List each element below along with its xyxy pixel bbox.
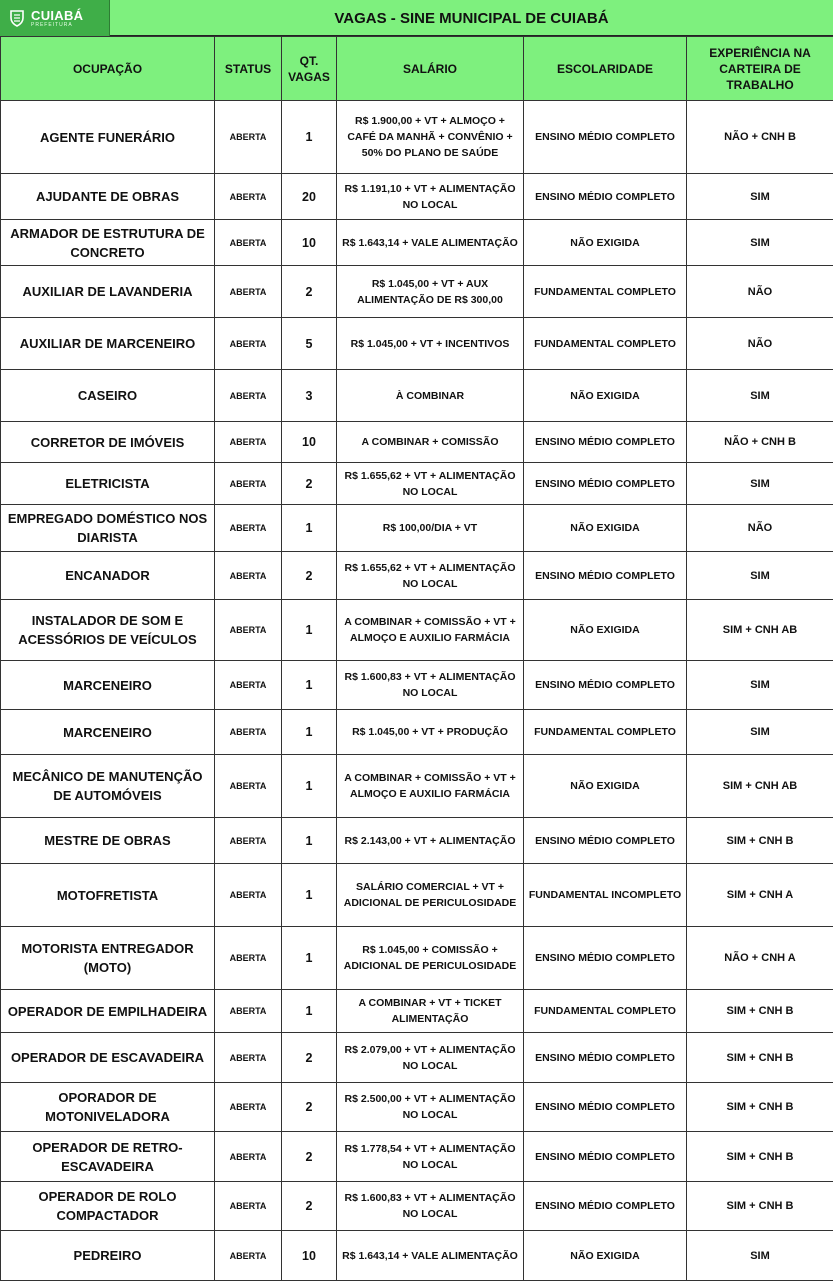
cell-salario: A COMBINAR + COMISSÃO: [337, 422, 524, 463]
cell-ocupacao: MESTRE DE OBRAS: [1, 818, 215, 864]
logo-subtitle: PREFEITURA: [31, 23, 83, 28]
cell-experiencia: SIM + CNH B: [687, 1083, 833, 1132]
table-row: [1, 101, 833, 174]
cell-experiencia: SIM: [687, 710, 833, 755]
cell-ocupacao: EMPREGADO DOMÉSTICO NOS DIARISTA: [1, 505, 215, 552]
cell-ocupacao: CORRETOR DE IMÓVEIS: [1, 422, 215, 463]
cell-experiencia: NÃO + CNH B: [687, 101, 833, 174]
cell-qt-vagas: 1: [282, 661, 337, 710]
cell-experiencia: SIM: [687, 1231, 833, 1281]
cell-status: ABERTA: [215, 101, 282, 174]
cell-status: ABERTA: [215, 174, 282, 220]
cell-escolaridade: NÃO EXIGIDA: [524, 1231, 687, 1281]
cell-experiencia: SIM + CNH AB: [687, 600, 833, 661]
cell-experiencia: SIM + CNH B: [687, 990, 833, 1033]
cell-ocupacao: MECÂNICO DE MANUTENÇÃO DE AUTOMÓVEIS: [1, 755, 215, 818]
cell-qt-vagas: 3: [282, 370, 337, 422]
column-header-ocupacao: OCUPAÇÃO: [1, 37, 215, 101]
cell-status: ABERTA: [215, 710, 282, 755]
cell-status: ABERTA: [215, 927, 282, 990]
table-body: [1, 101, 833, 1281]
cell-ocupacao: ARMADOR DE ESTRUTURA DE CONCRETO: [1, 220, 215, 266]
cell-salario: SALÁRIO COMERCIAL + VT + ADICIONAL DE PERICULOSIDADE: [337, 864, 524, 927]
cell-status: ABERTA: [215, 1231, 282, 1281]
cell-qt-vagas: 1: [282, 505, 337, 552]
cell-salario: R$ 2.079,00 + VT + ALIMENTAÇÃO NO LOCAL: [337, 1033, 524, 1083]
cell-status: ABERTA: [215, 318, 282, 370]
table-row: [1, 318, 833, 370]
cell-salario: R$ 1.045,00 + VT + INCENTIVOS: [337, 318, 524, 370]
cell-salario: R$ 1.655,62 + VT + ALIMENTAÇÃO NO LOCAL: [337, 552, 524, 600]
cell-escolaridade: NÃO EXIGIDA: [524, 370, 687, 422]
cell-salario: R$ 1.600,83 + VT + ALIMENTAÇÃO NO LOCAL: [337, 661, 524, 710]
cell-escolaridade: FUNDAMENTAL INCOMPLETO: [524, 864, 687, 927]
table-row: [1, 1132, 833, 1182]
cell-ocupacao: MARCENEIRO: [1, 661, 215, 710]
cell-escolaridade: ENSINO MÉDIO COMPLETO: [524, 927, 687, 990]
cell-escolaridade: FUNDAMENTAL COMPLETO: [524, 266, 687, 318]
cell-qt-vagas: 10: [282, 220, 337, 266]
cell-qt-vagas: 2: [282, 1182, 337, 1231]
table-row: [1, 552, 833, 600]
cell-salario: R$ 1.643,14 + VALE ALIMENTAÇÃO: [337, 1231, 524, 1281]
cell-experiencia: NÃO + CNH A: [687, 927, 833, 990]
cell-salario: R$ 2.500,00 + VT + ALIMENTAÇÃO NO LOCAL: [337, 1083, 524, 1132]
table-row: [1, 990, 833, 1033]
cell-ocupacao: CASEIRO: [1, 370, 215, 422]
cell-experiencia: SIM + CNH AB: [687, 755, 833, 818]
cell-status: ABERTA: [215, 755, 282, 818]
table-row: [1, 927, 833, 990]
cell-experiencia: SIM: [687, 552, 833, 600]
cell-experiencia: NÃO: [687, 318, 833, 370]
cell-status: ABERTA: [215, 1083, 282, 1132]
cell-status: ABERTA: [215, 1033, 282, 1083]
cell-salario: R$ 1.778,54 + VT + ALIMENTAÇÃO NO LOCAL: [337, 1132, 524, 1182]
cell-status: ABERTA: [215, 422, 282, 463]
table-row: [1, 220, 833, 266]
cell-qt-vagas: 5: [282, 318, 337, 370]
cell-qt-vagas: 2: [282, 463, 337, 505]
cell-qt-vagas: 1: [282, 818, 337, 864]
table-row: [1, 818, 833, 864]
cell-escolaridade: NÃO EXIGIDA: [524, 220, 687, 266]
cell-qt-vagas: 1: [282, 990, 337, 1033]
cell-status: ABERTA: [215, 600, 282, 661]
cell-ocupacao: AUXILIAR DE MARCENEIRO: [1, 318, 215, 370]
cell-status: ABERTA: [215, 463, 282, 505]
cell-qt-vagas: 2: [282, 1083, 337, 1132]
cell-ocupacao: MOTORISTA ENTREGADOR (MOTO): [1, 927, 215, 990]
page-title: VAGAS - SINE MUNICIPAL DE CUIABÁ: [110, 0, 833, 36]
cell-salario: A COMBINAR + COMISSÃO + VT + ALMOÇO E AUXILIO FARMÁCIA: [337, 600, 524, 661]
cell-qt-vagas: 1: [282, 710, 337, 755]
cell-salario: A COMBINAR + COMISSÃO + VT + ALMOÇO E AUXILIO FARMÁCIA: [337, 755, 524, 818]
cell-salario: A COMBINAR + VT + TICKET ALIMENTAÇÃO: [337, 990, 524, 1033]
table-row: [1, 505, 833, 552]
table-row: [1, 266, 833, 318]
cell-qt-vagas: 1: [282, 600, 337, 661]
cell-salario: R$ 1.045,00 + COMISSÃO + ADICIONAL DE PERICULOSIDADE: [337, 927, 524, 990]
cell-ocupacao: AJUDANTE DE OBRAS: [1, 174, 215, 220]
column-header-status: STATUS: [215, 37, 282, 101]
cell-experiencia: NÃO: [687, 505, 833, 552]
cell-qt-vagas: 10: [282, 422, 337, 463]
cell-escolaridade: FUNDAMENTAL COMPLETO: [524, 318, 687, 370]
cell-experiencia: SIM + CNH A: [687, 864, 833, 927]
cell-salario: R$ 1.900,00 + VT + ALMOÇO + CAFÉ DA MANHÃ + CONVÊNIO + 50% DO PLANO DE SAÚDE: [337, 101, 524, 174]
cell-salario: R$ 2.143,00 + VT + ALIMENTAÇÃO: [337, 818, 524, 864]
cell-qt-vagas: 1: [282, 101, 337, 174]
cell-experiencia: SIM: [687, 661, 833, 710]
cell-status: ABERTA: [215, 552, 282, 600]
column-header-experiencia: EXPERIÊNCIA NA CARTEIRA DE TRABALHO: [687, 37, 833, 101]
cell-salario: R$ 1.655,62 + VT + ALIMENTAÇÃO NO LOCAL: [337, 463, 524, 505]
cell-escolaridade: ENSINO MÉDIO COMPLETO: [524, 174, 687, 220]
cell-status: ABERTA: [215, 1132, 282, 1182]
cell-experiencia: NÃO: [687, 266, 833, 318]
cell-escolaridade: ENSINO MÉDIO COMPLETO: [524, 552, 687, 600]
cell-qt-vagas: 1: [282, 755, 337, 818]
cell-qt-vagas: 10: [282, 1231, 337, 1281]
table-row: [1, 1033, 833, 1083]
cell-salario: R$ 1.643,14 + VALE ALIMENTAÇÃO: [337, 220, 524, 266]
cell-qt-vagas: 2: [282, 1132, 337, 1182]
column-header-escolaridade: ESCOLARIDADE: [524, 37, 687, 101]
title-bar: [0, 0, 833, 36]
crest-icon: [8, 9, 26, 27]
table-row: [1, 710, 833, 755]
cell-ocupacao: AGENTE FUNERÁRIO: [1, 101, 215, 174]
cell-status: ABERTA: [215, 864, 282, 927]
cell-experiencia: SIM: [687, 463, 833, 505]
cell-ocupacao: MOTOFRETISTA: [1, 864, 215, 927]
cell-escolaridade: ENSINO MÉDIO COMPLETO: [524, 1033, 687, 1083]
table-row: [1, 661, 833, 710]
cell-experiencia: SIM: [687, 220, 833, 266]
cell-qt-vagas: 20: [282, 174, 337, 220]
cell-status: ABERTA: [215, 1182, 282, 1231]
cell-escolaridade: ENSINO MÉDIO COMPLETO: [524, 661, 687, 710]
logo-name: CUIABÁ: [31, 9, 83, 22]
cell-status: ABERTA: [215, 370, 282, 422]
cell-escolaridade: ENSINO MÉDIO COMPLETO: [524, 818, 687, 864]
table-row: [1, 1182, 833, 1231]
cell-ocupacao: OPERADOR DE EMPILHADEIRA: [1, 990, 215, 1033]
cell-status: ABERTA: [215, 220, 282, 266]
cell-ocupacao: OPERADOR DE RETRO-ESCAVADEIRA: [1, 1132, 215, 1182]
cell-ocupacao: OPORADOR DE MOTONIVELADORA: [1, 1083, 215, 1132]
cell-experiencia: SIM + CNH B: [687, 1033, 833, 1083]
cell-ocupacao: OPERADOR DE ROLO COMPACTADOR: [1, 1182, 215, 1231]
cell-escolaridade: ENSINO MÉDIO COMPLETO: [524, 101, 687, 174]
table-row: [1, 463, 833, 505]
cell-experiencia: SIM + CNH B: [687, 1132, 833, 1182]
cell-ocupacao: ELETRICISTA: [1, 463, 215, 505]
table-row: [1, 600, 833, 661]
cell-escolaridade: ENSINO MÉDIO COMPLETO: [524, 1132, 687, 1182]
table-row: [1, 370, 833, 422]
cell-salario: R$ 1.045,00 + VT + AUX ALIMENTAÇÃO DE R$ 300,00: [337, 266, 524, 318]
vacancies-table: [0, 36, 833, 1281]
cell-escolaridade: ENSINO MÉDIO COMPLETO: [524, 1083, 687, 1132]
table-row: [1, 422, 833, 463]
cell-salario: R$ 1.045,00 + VT + PRODUÇÃO: [337, 710, 524, 755]
cell-experiencia: SIM + CNH B: [687, 1182, 833, 1231]
table-row: [1, 1083, 833, 1132]
cell-escolaridade: ENSINO MÉDIO COMPLETO: [524, 1182, 687, 1231]
cell-salario: R$ 1.600,83 + VT + ALIMENTAÇÃO NO LOCAL: [337, 1182, 524, 1231]
cell-escolaridade: ENSINO MÉDIO COMPLETO: [524, 422, 687, 463]
cell-escolaridade: NÃO EXIGIDA: [524, 600, 687, 661]
cell-qt-vagas: 2: [282, 266, 337, 318]
cell-status: ABERTA: [215, 505, 282, 552]
cell-ocupacao: MARCENEIRO: [1, 710, 215, 755]
table-row: [1, 755, 833, 818]
cell-salario: À COMBINAR: [337, 370, 524, 422]
cell-qt-vagas: 1: [282, 927, 337, 990]
table-row: [1, 174, 833, 220]
cell-qt-vagas: 2: [282, 552, 337, 600]
cell-ocupacao: ENCANADOR: [1, 552, 215, 600]
cell-qt-vagas: 1: [282, 864, 337, 927]
cell-salario: R$ 1.191,10 + VT + ALIMENTAÇÃO NO LOCAL: [337, 174, 524, 220]
table-row: [1, 1231, 833, 1281]
cell-status: ABERTA: [215, 990, 282, 1033]
table-header-row: [1, 37, 833, 101]
cuiaba-logo: [0, 0, 110, 36]
cell-escolaridade: NÃO EXIGIDA: [524, 505, 687, 552]
cell-status: ABERTA: [215, 818, 282, 864]
cell-experiencia: SIM: [687, 370, 833, 422]
cell-qt-vagas: 2: [282, 1033, 337, 1083]
column-header-salario: SALÁRIO: [337, 37, 524, 101]
cell-status: ABERTA: [215, 661, 282, 710]
cell-experiencia: NÃO + CNH B: [687, 422, 833, 463]
cell-ocupacao: AUXILIAR DE LAVANDERIA: [1, 266, 215, 318]
column-header-qt-vagas: QT. VAGAS: [282, 37, 337, 101]
cell-ocupacao: PEDREIRO: [1, 1231, 215, 1281]
cell-escolaridade: ENSINO MÉDIO COMPLETO: [524, 463, 687, 505]
cell-experiencia: SIM: [687, 174, 833, 220]
cell-experiencia: SIM + CNH B: [687, 818, 833, 864]
cell-status: ABERTA: [215, 266, 282, 318]
cell-ocupacao: OPERADOR DE ESCAVADEIRA: [1, 1033, 215, 1083]
cell-salario: R$ 100,00/DIA + VT: [337, 505, 524, 552]
cell-escolaridade: NÃO EXIGIDA: [524, 755, 687, 818]
cell-escolaridade: FUNDAMENTAL COMPLETO: [524, 990, 687, 1033]
cell-ocupacao: INSTALADOR DE SOM E ACESSÓRIOS DE VEÍCULOS: [1, 600, 215, 661]
table-row: [1, 864, 833, 927]
cell-escolaridade: FUNDAMENTAL COMPLETO: [524, 710, 687, 755]
